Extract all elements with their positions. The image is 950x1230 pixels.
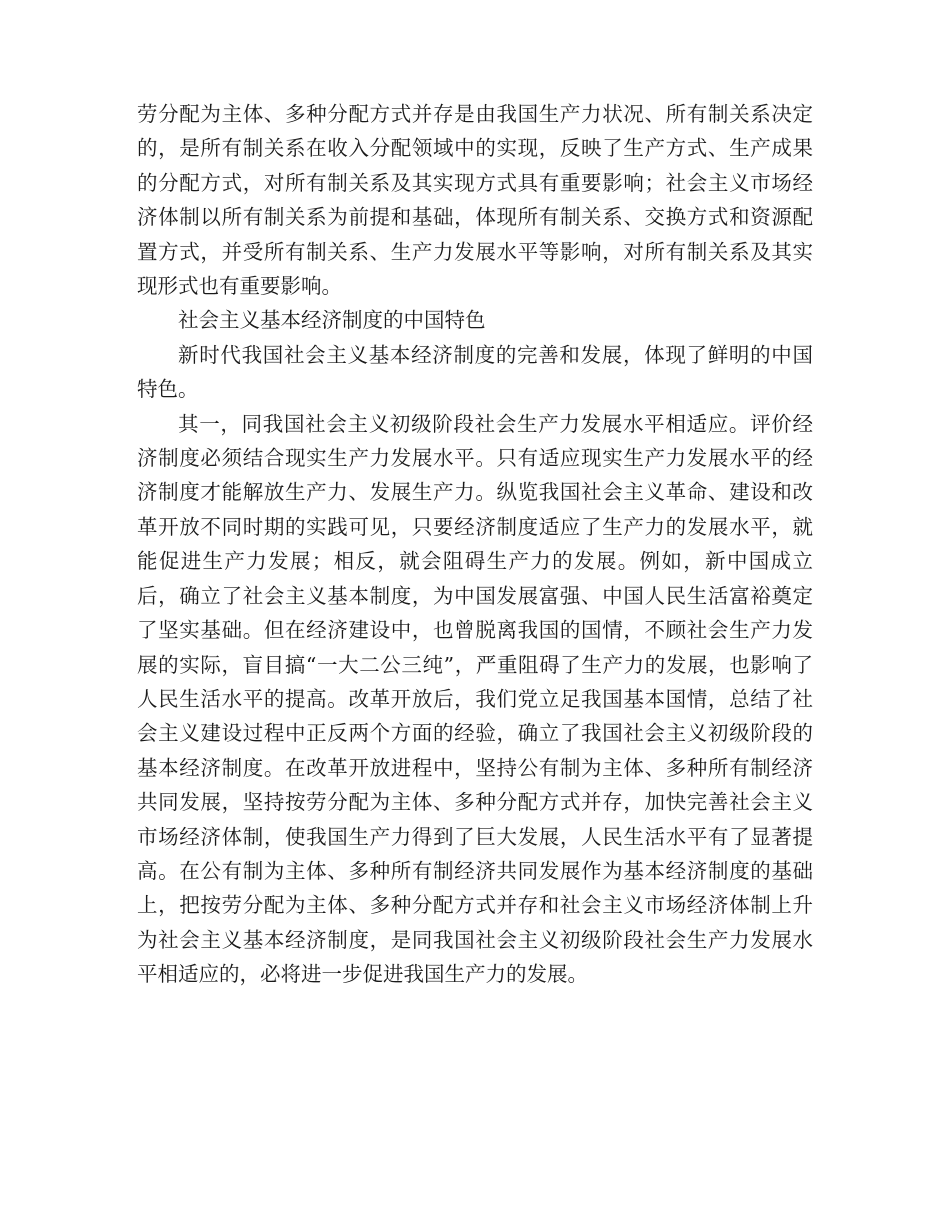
document-body xyxy=(137,97,813,992)
section-heading: 社会主义基本经济制度的中国特色 xyxy=(178,308,486,333)
body-paragraph-continued: 劳分配为主体、多种分配方式并存是由我国生产力状况、所有制关系决定的，是所有制关系在收入分配领域中的实现，反映了生产方式、生产成果的分配方式，对所有制关系及其实现方式具有重要影响；社会主义市场经济体制以所有制关系为前提和基础，体现所有制关系、交换方式和资源配置方式，并受所有制关系、生产力发展水平等影响，对所有制关系及其实现形式也有重要影响。 xyxy=(137,102,813,299)
body-paragraph: 其一，同我国社会主义初级阶段社会生产力发展水平相适应。评价经济制度必须结合现实生产力发展水平。只有适应现实生产力发展水平的经济制度才能解放生产力、发展生产力。纵览我国社会主义革命、建设和改革开放不同时期的实践可见，只要经济制度适应了生产力的发展水平，就能促进生产力发展；相反，就会阻碍生产力的发展。例如，新中国成立后，确立了社会主义基本制度，为中国发展富强、中国人民生活富裕奠定了坚实基础。但在经济建设中，也曾脱离我国的国情，不顾社会生产力发展的实际，盲目搞“一大二公三纯”，严重阻碍了生产力的发展，也影响了人民生活水平的提高。改革开放后，我们党立足我国基本国情，总结了社会主义建设过程中正反两个方面的经验，确立了我国社会主义初级阶段的基本经济制度。在改革开放进程中，坚持公有制为主体、多种所有制经济共同发展，坚持按劳分配为主体、多种分配方式并存，加快完善社会主义市场经济体制，使我国生产力得到了巨大发展，人民生活水平有了显著提高。在公有制为主体、多种所有制经济共同发展作为基本经济制度的基础上，把按劳分配为主体、多种分配方式并存和社会主义市场经济体制上升为社会主义基本经济制度，是同我国社会主义初级阶段社会生产力发展水平相适应的，必将进一步促进我国生产力的发展。 xyxy=(137,411,813,987)
body-paragraph: 新时代我国社会主义基本经济制度的完善和发展，体现了鲜明的中国特色。 xyxy=(137,342,813,402)
